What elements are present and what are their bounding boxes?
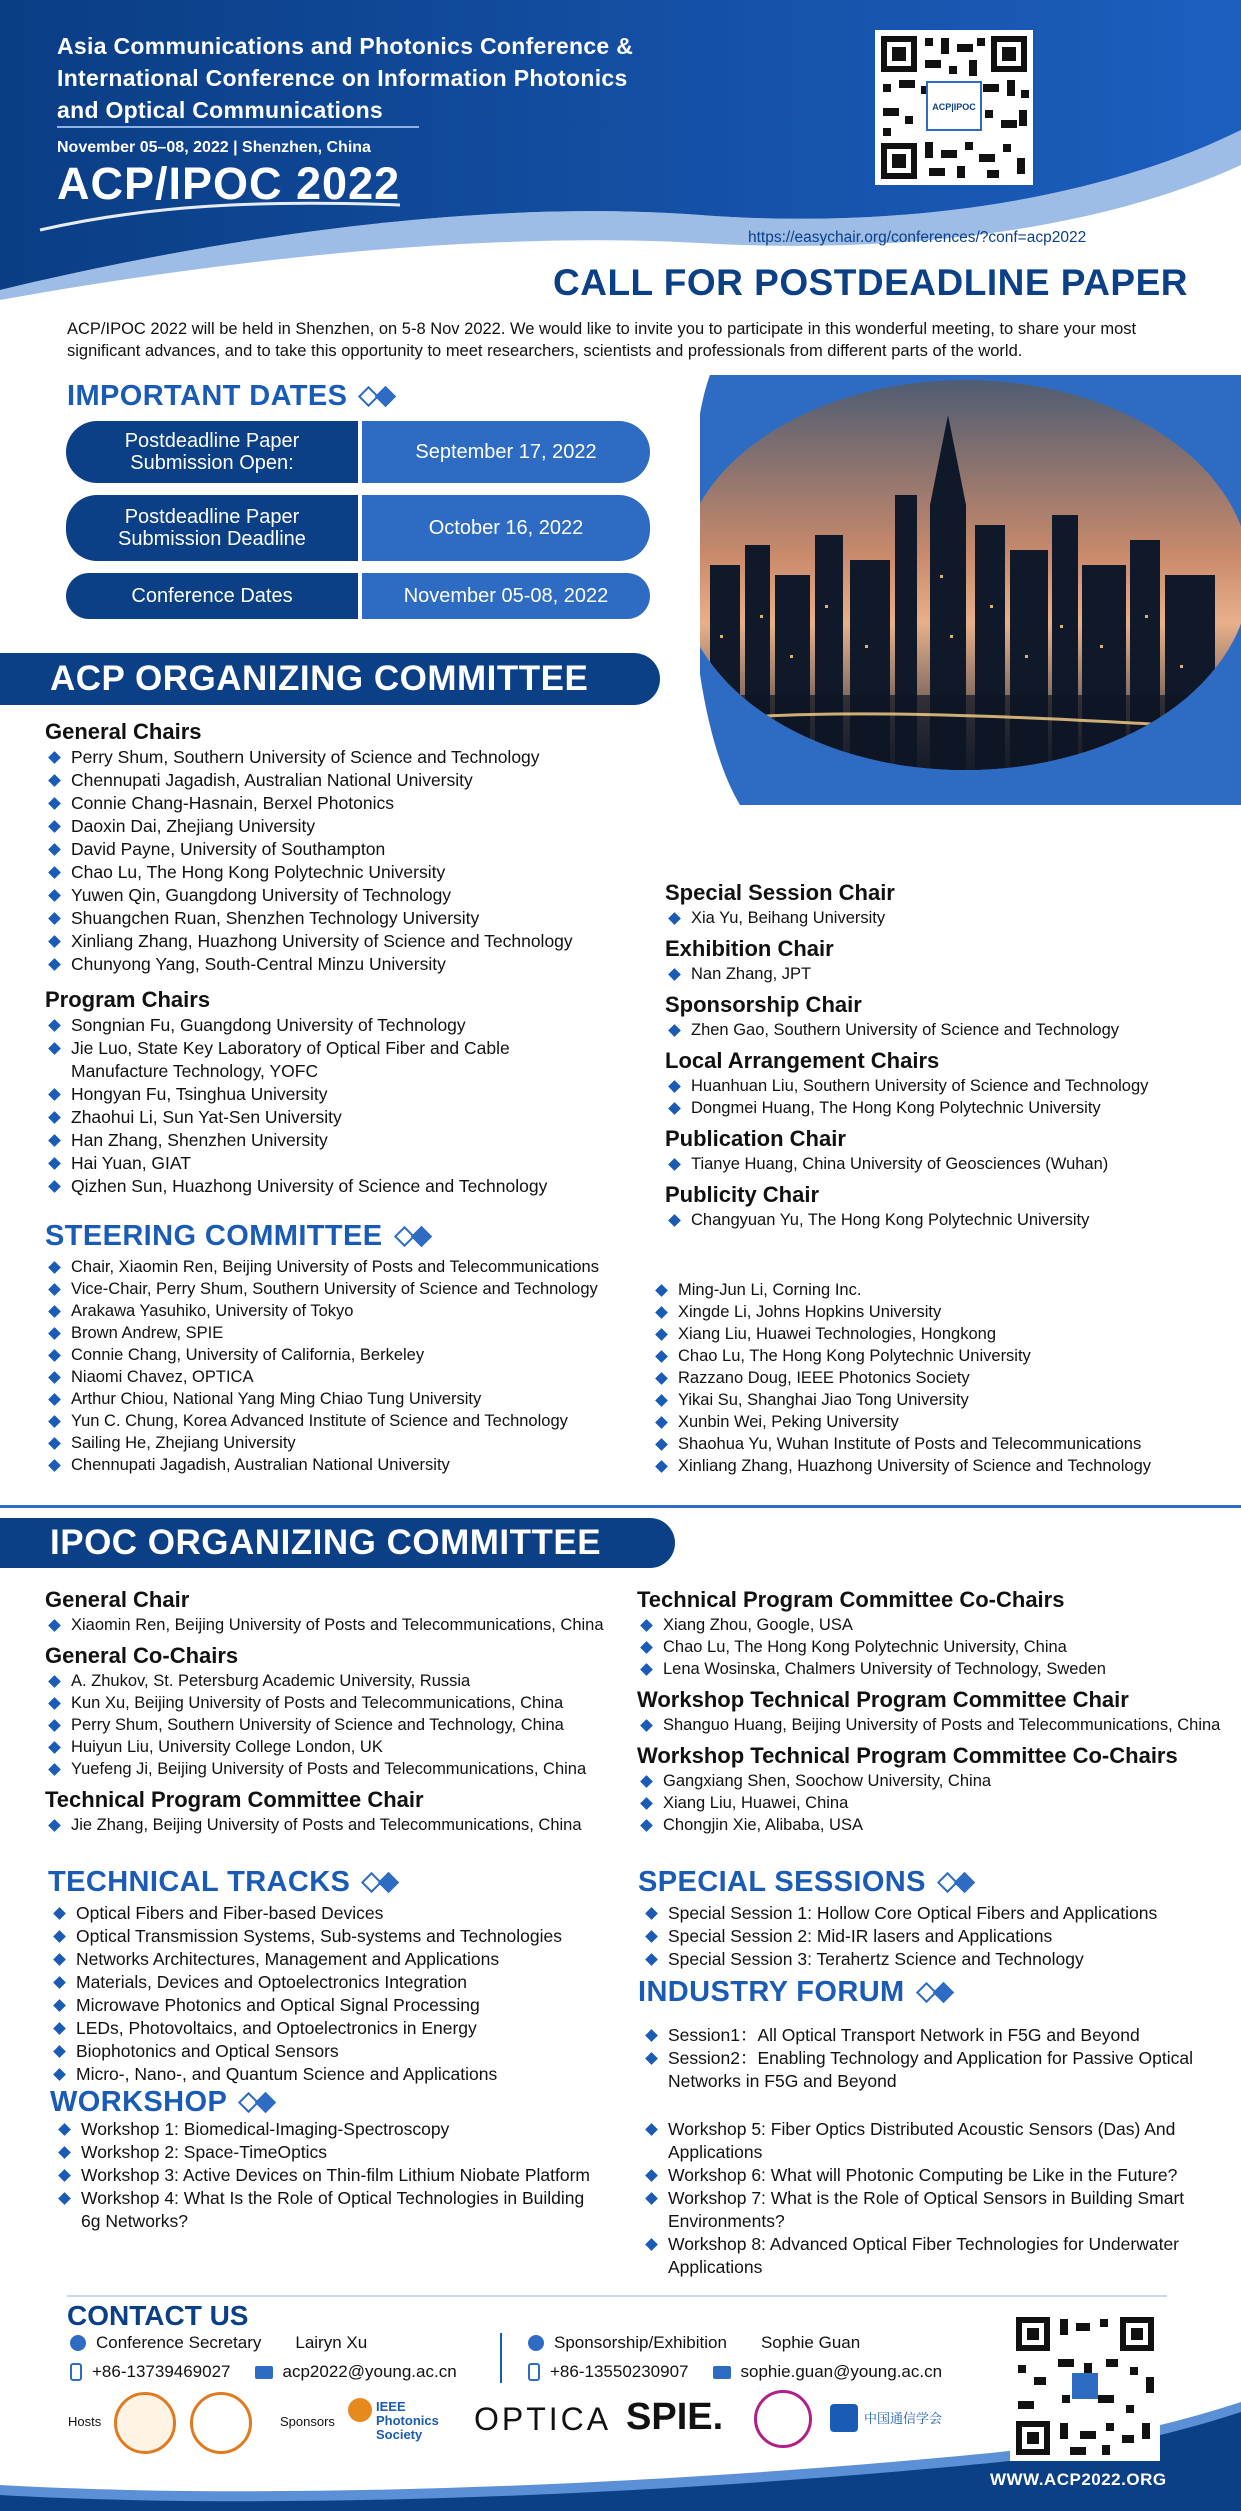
list-item: Connie Chang-Hasnain, Berxel Photonics <box>45 792 685 815</box>
list-item: Biophotonics and Optical Sensors <box>50 2040 640 2063</box>
ipoc-committee-banner <box>0 1518 675 1568</box>
contact-1-details <box>70 2362 457 2382</box>
group-heading: Workshop Technical Program Committee Co-Chairs <box>637 1743 1178 1768</box>
list-item: Arthur Chiou, National Yang Ming Chiao Tung University <box>45 1388 645 1410</box>
list-item: Han Zhang, Shenzhen University <box>45 1129 605 1152</box>
special-sessions-title: SPECIAL SESSIONS <box>638 1866 926 1898</box>
list-item: Hai Yuan, GIAT <box>45 1152 605 1175</box>
steering-left-list <box>45 1256 645 1476</box>
hosts-label: Hosts <box>68 2414 102 2429</box>
list-item: Session1：All Optical Transport Network in F5G and Beyond <box>642 2024 1202 2047</box>
list-item: David Payne, University of Southampton <box>45 838 685 861</box>
date-value: October 16, 2022 <box>362 495 650 561</box>
contact-2-details <box>528 2362 942 2382</box>
list-item: Shanguo Huang, Beijing University of Posts and Telecommunications, China <box>637 1714 1227 1736</box>
list-item: Arakawa Yasuhiko, University of Tokyo <box>45 1300 645 1322</box>
list-item: Workshop 7: What is the Role of Optical Sensors in Building Smart Environments? <box>642 2187 1202 2233</box>
qr-code-icon <box>1010 2311 1160 2461</box>
phone-icon <box>70 2363 82 2381</box>
tracks-title: TECHNICAL TRACKS <box>48 1866 351 1898</box>
list-item: Yuwen Qin, Guangdong University of Technology <box>45 884 685 907</box>
list-item: Workshop 2: Space-TimeOptics <box>55 2141 595 2164</box>
important-dates-title: IMPORTANT DATES <box>67 380 348 412</box>
date-label: Conference Dates <box>66 573 358 619</box>
list-item: Microwave Photonics and Optical Signal Processing <box>50 1994 640 2017</box>
industry-forum-list <box>642 2024 1202 2093</box>
person-icon <box>528 2335 544 2351</box>
steering-heading <box>45 1220 431 1253</box>
list-item: Xiang Zhou, Google, USA <box>637 1614 1227 1636</box>
date-label: Postdeadline Paper Submission Open: <box>66 421 358 483</box>
acp-committee-banner <box>0 653 660 705</box>
date-place: November 05–08, 2022 | Shenzhen, China <box>57 139 371 156</box>
list-item: Jie Luo, State Key Laboratory of Optical Fiber and Cable Manufacture Technology, YOFC <box>45 1037 605 1083</box>
general-chairs-list <box>45 746 685 976</box>
list-item: Sailing He, Zhejiang University <box>45 1432 645 1454</box>
contact-2-role-line <box>528 2333 860 2353</box>
list-item: Chennupati Jagadish, Australian National University <box>45 769 685 792</box>
steering-right-list <box>652 1279 1232 1477</box>
list-item: Hongyan Fu, Tsinghua University <box>45 1083 605 1106</box>
date-value: November 05-08, 2022 <box>362 573 650 619</box>
list-item: Ming-Jun Li, Corning Inc. <box>652 1279 1232 1301</box>
list-item: Optical Transmission Systems, Sub-systems and Technologies <box>50 1925 640 1948</box>
list-item: Micro-, Nano-, and Quantum Science and Applications <box>50 2063 640 2086</box>
list-item: Tianye Huang, China University of Geosciences (Wuhan) <box>665 1153 1225 1175</box>
group-heading: Technical Program Committee Chair <box>45 1787 424 1812</box>
list-item: Workshop 1: Biomedical-Imaging-Spectroscopy <box>55 2118 595 2141</box>
diamond-icon <box>397 1229 431 1244</box>
mail-icon <box>713 2366 731 2379</box>
program-chairs-list <box>45 1014 605 1198</box>
group-heading: General Co-Chairs <box>45 1643 239 1668</box>
conference-title-line-3: and Optical Communications <box>57 97 384 123</box>
list-item: Workshop 5: Fiber Optics Distributed Acoustic Sensors (Das) And Applications <box>642 2118 1202 2164</box>
list-item: Special Session 1: Hollow Core Optical Fibers and Applications <box>642 1902 1232 1925</box>
list-item: Chao Lu, The Hong Kong Polytechnic University, China <box>637 1636 1227 1658</box>
intro-paragraph: ACP/IPOC 2022 will be held in Shenzhen, on 5-8 Nov 2022. We would like to invite you to participate in this wonderful meeting, to share your most significant advances, and to take this opportunity to meet researchers, scientists and professionals from different parts of the world. <box>67 320 1137 360</box>
list-item: Workshop 3: Active Devices on Thin-film Lithium Niobate Platform <box>55 2164 595 2187</box>
city-skyline-photo <box>700 375 1241 805</box>
website-link[interactable]: WWW.ACP2022.ORG <box>990 2470 1167 2489</box>
acp-right-column <box>665 873 1225 1231</box>
group-heading: Local Arrangement Chairs <box>665 1048 940 1073</box>
list-item: Chongjin Xie, Alibaba, USA <box>637 1814 1227 1836</box>
list-item: Nan Zhang, JPT <box>665 963 1225 985</box>
list-item: Networks Architectures, Management and Applications <box>50 1948 640 1971</box>
list-item: Xiaomin Ren, Beijing University of Posts and Telecommunications, China <box>45 1614 635 1636</box>
list-item: Zhaohui Li, Sun Yat-Sen University <box>45 1106 605 1129</box>
contact-2-phone[interactable]: +86-13550230907 <box>550 2362 689 2381</box>
special-sessions-list <box>642 1902 1232 1971</box>
list-item: Yuefeng Ji, Beijing University of Posts and Telecommunications, China <box>45 1758 635 1780</box>
list-item: Kun Xu, Beijing University of Posts and Telecommunications, China <box>45 1692 635 1714</box>
list-item: Perry Shum, Southern University of Science and Technology <box>45 746 685 769</box>
list-item: Huanhuan Liu, Southern University of Science and Technology <box>665 1075 1225 1097</box>
contact-1-phone[interactable]: +86-13739469027 <box>92 2362 231 2381</box>
list-item: Qizhen Sun, Huazhong University of Science and Technology <box>45 1175 605 1198</box>
list-item: Optical Fibers and Fiber-based Devices <box>50 1902 640 1925</box>
list-item: Gangxiang Shen, Soochow University, China <box>637 1770 1227 1792</box>
list-item: Brown Andrew, SPIE <box>45 1322 645 1344</box>
contact-2-role: Sponsorship/Exhibition <box>554 2333 727 2352</box>
date-row <box>66 421 650 483</box>
list-item: Workshop 6: What will Photonic Computing be Like in the Future? <box>642 2164 1202 2187</box>
list-item: Xinliang Zhang, Huazhong University of Science and Technology <box>45 930 685 953</box>
contact-2-name: Sophie Guan <box>760 2333 861 2352</box>
diamond-icon <box>919 1985 953 2000</box>
list-item: Shuangchen Ruan, Shenzhen Technology University <box>45 907 685 930</box>
group-heading: Workshop Technical Program Committee Chair <box>637 1687 1129 1712</box>
contact-1-role-line <box>70 2333 367 2353</box>
group-heading: Publication Chair <box>665 1126 846 1151</box>
list-item: Lena Wosinska, Chalmers University of Technology, Sweden <box>637 1658 1227 1680</box>
group-heading: General Chair <box>45 1587 190 1612</box>
svg-text:ACP|IPOC: ACP|IPOC <box>932 102 976 112</box>
sponsor-ieee: IEEE Photonics Society <box>376 2399 439 2442</box>
list-item: Shaohua Yu, Wuhan Institute of Posts and Telecommunications <box>652 1433 1232 1455</box>
list-item: Chao Lu, The Hong Kong Polytechnic University <box>45 861 685 884</box>
sponsors-label: Sponsors <box>280 2414 335 2429</box>
contact-2-email[interactable]: sophie.guan@young.ac.cn <box>740 2362 943 2381</box>
sponsor-spie: SPIE. <box>626 2396 724 2438</box>
list-item: Xiang Liu, Huawei, China <box>637 1792 1227 1814</box>
call-title: CALL FOR POSTDEADLINE PAPER <box>553 262 1189 303</box>
steering-title: STEERING COMMITTEE <box>45 1220 383 1252</box>
list-item: Connie Chang, University of California, Berkeley <box>45 1344 645 1366</box>
conference-title-line-1: Asia Communications and Photonics Conference & <box>57 33 634 59</box>
list-item: Yun C. Chung, Korea Advanced Institute of Science and Technology <box>45 1410 645 1432</box>
sponsor-cic: 中国通信学会 <box>864 2411 943 2426</box>
list-item: Workshop 8: Advanced Optical Fiber Technologies for Underwater Applications <box>642 2233 1202 2279</box>
list-item: Xiang Liu, Huawei Technologies, Hongkong <box>652 1323 1232 1345</box>
list-item: Vice-Chair, Perry Shum, Southern University of Science and Technology <box>45 1278 645 1300</box>
list-item: Songnian Fu, Guangdong University of Technology <box>45 1014 605 1037</box>
workshop-title: WORKSHOP <box>50 2086 228 2118</box>
list-item: Xunbin Wei, Peking University <box>652 1411 1232 1433</box>
contact-1-role: Conference Secretary <box>96 2333 262 2352</box>
ipoc-right-column <box>637 1580 1227 1836</box>
date-value: September 17, 2022 <box>362 421 650 483</box>
brand-logo: ACP/IPOC 2022 <box>57 158 401 209</box>
list-item: Jie Zhang, Beijing University of Posts and Telecommunications, China <box>45 1814 635 1836</box>
contact-1-email[interactable]: acp2022@young.ac.cn <box>282 2362 457 2381</box>
group-heading: Exhibition Chair <box>665 936 834 961</box>
group-heading: Technical Program Committee Co-Chairs <box>637 1587 1065 1612</box>
diamond-icon <box>364 1875 398 1890</box>
list-item: Zhen Gao, Southern University of Science and Technology <box>665 1019 1225 1041</box>
sponsor-optica: OPTICA <box>474 2401 612 2437</box>
list-item: Chao Lu, The Hong Kong Polytechnic University <box>652 1345 1232 1367</box>
divider <box>500 2333 502 2383</box>
diamond-icon <box>361 389 395 404</box>
program-chairs-heading: Program Chairs <box>45 987 211 1012</box>
list-item: Perry Shum, Southern University of Science and Technology, China <box>45 1714 635 1736</box>
phone-icon <box>528 2363 540 2381</box>
title-divider <box>57 126 419 128</box>
list-item: Session2：Enabling Technology and Application for Passive Optical Networks in F5G and Beyond <box>642 2047 1202 2093</box>
date-row <box>66 495 650 561</box>
list-item: A. Zhukov, St. Petersburg Academic University, Russia <box>45 1670 635 1692</box>
list-item: Chunyong Yang, South-Central Minzu University <box>45 953 685 976</box>
tracks-heading <box>48 1866 398 1899</box>
list-item: Niaomi Chavez, OPTICA <box>45 1366 645 1388</box>
qr-code-icon <box>875 30 1033 185</box>
contact-title: CONTACT US <box>67 2300 249 2331</box>
industry-forum-heading <box>638 1976 953 2009</box>
list-item: Huiyun Liu, University College London, UK <box>45 1736 635 1758</box>
diamond-icon <box>241 2095 275 2110</box>
list-item: Dongmei Huang, The Hong Kong Polytechnic University <box>665 1097 1225 1119</box>
workshop-right-list <box>642 2118 1202 2279</box>
person-icon <box>70 2335 86 2351</box>
general-chairs-heading: General Chairs <box>45 719 202 744</box>
easychair-link[interactable]: https://easychair.org/conferences/?conf=acp2022 <box>748 229 1087 246</box>
dates-table <box>66 421 650 631</box>
ipoc-left-column <box>45 1580 635 1836</box>
acp-left-column <box>45 712 685 1198</box>
date-label: Postdeadline Paper Submission Deadline <box>66 495 358 561</box>
list-item: Daoxin Dai, Zhejiang University <box>45 815 685 838</box>
conference-title-line-2: International Conference on Information Photonics <box>57 65 628 91</box>
important-dates-heading <box>67 380 395 413</box>
list-item: Xinliang Zhang, Huazhong University of Science and Technology <box>652 1455 1232 1477</box>
list-item: Xingde Li, Johns Hopkins University <box>652 1301 1232 1323</box>
ipoc-committee-title: IPOC ORGANIZING COMMITTEE <box>50 1523 602 1562</box>
group-heading: Publicity Chair <box>665 1182 820 1207</box>
workshop-heading <box>50 2086 275 2119</box>
special-sessions-heading <box>638 1866 974 1899</box>
list-item: Chair, Xiaomin Ren, Beijing University of Posts and Telecommunications <box>45 1256 645 1278</box>
date-row <box>66 573 650 619</box>
contact-1-name: Lairyn Xu <box>295 2333 368 2352</box>
list-item: Yikai Su, Shanghai Jiao Tong University <box>652 1389 1232 1411</box>
divider <box>0 1505 1241 1508</box>
list-item: Xia Yu, Beihang University <box>665 907 1225 929</box>
industry-forum-title: INDUSTRY FORUM <box>638 1976 905 2008</box>
list-item: Workshop 4: What Is the Role of Optical Technologies in Building 6g Networks? <box>55 2187 595 2233</box>
mail-icon <box>255 2366 273 2379</box>
list-item: Changyuan Yu, The Hong Kong Polytechnic University <box>665 1209 1225 1231</box>
list-item: Special Session 3: Terahertz Science and Technology <box>642 1948 1232 1971</box>
group-heading: Sponsorship Chair <box>665 992 862 1017</box>
tracks-list <box>50 1902 640 2086</box>
diamond-icon <box>940 1875 974 1890</box>
workshop-left-list <box>55 2118 595 2233</box>
list-item: Materials, Devices and Optoelectronics Integration <box>50 1971 640 1994</box>
list-item: Razzano Doug, IEEE Photonics Society <box>652 1367 1232 1389</box>
list-item: LEDs, Photovoltaics, and Optoelectronics in Energy <box>50 2017 640 2040</box>
list-item: Chennupati Jagadish, Australian National University <box>45 1454 645 1476</box>
group-heading: Special Session Chair <box>665 880 895 905</box>
divider <box>67 2295 1167 2297</box>
acp-committee-title: ACP ORGANIZING COMMITTEE <box>50 659 589 698</box>
list-item: Special Session 2: Mid-IR lasers and Applications <box>642 1925 1232 1948</box>
